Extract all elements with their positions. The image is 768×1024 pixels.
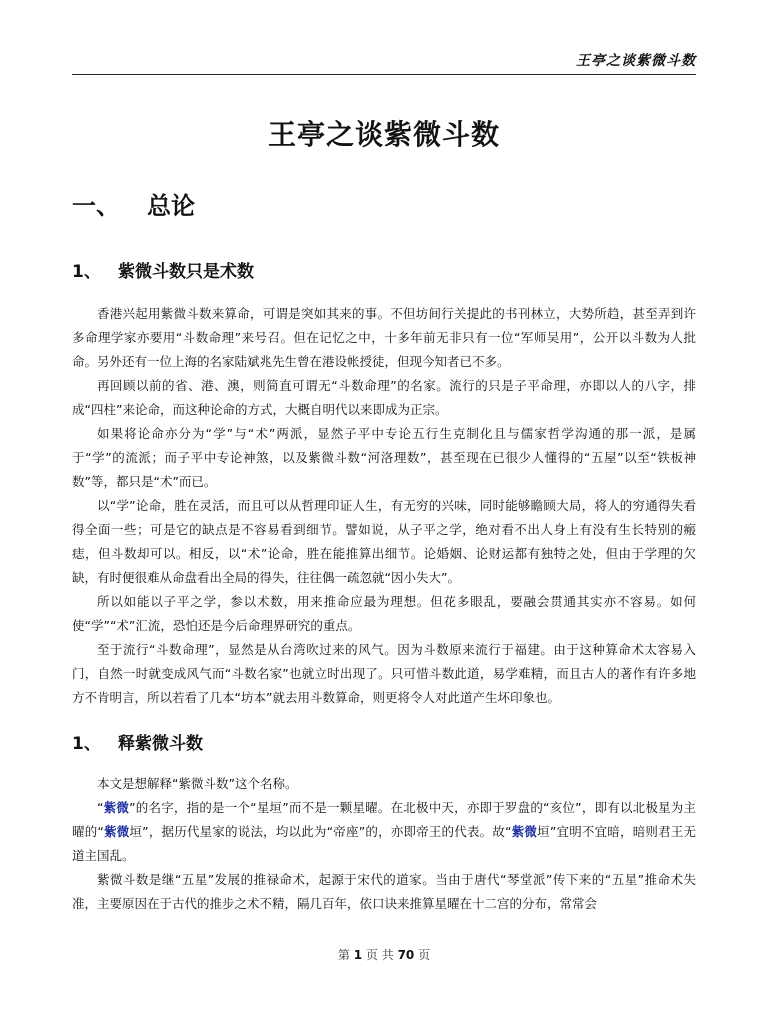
- section-number: 1、: [72, 734, 101, 754]
- running-header: 王亭之谈紫微斗数: [576, 53, 696, 69]
- paragraph: [72, 796, 696, 868]
- section-heading-1: [72, 257, 254, 282]
- highlight-term: 紫微: [103, 800, 130, 815]
- footer-text: 第: [337, 948, 350, 962]
- page-total: 70: [397, 948, 415, 962]
- paragraph: 香港兴起用紫微斗数来算命，可谓是突如其来的事。不但坊间行关提此的书刊林立，大势所趋，甚至弄到许多命理学家亦要用“斗数命理”来号召。但在记忆之中，十多年前无非只有一位“军师吴用”，公开以斗数为人批命。另外还有一位上海的名家陆斌兆先生曾在港设帐授徒，但现今知者已不多。: [72, 306, 696, 369]
- paragraph: 至于流行“斗数命理”，显然是从台湾吹过来的风气。因为斗数原来流行于福建。由于这种算命术太容易入门，自然一时就变成风气而“斗数名家”也就立时出现了。只可惜斗数此道，易学难精，而且古人的著作有许多地方不肯明言，所以若看了几本“坊本”就去用斗数算命，则更将令人对此道产生坏印象也。: [72, 642, 696, 705]
- chapter-number: 一、: [72, 192, 120, 220]
- chapter-title: 总论: [147, 192, 195, 220]
- paragraph: 所以如能以子平之学，参以术数，用来推命应最为理想。但花多眼乱，要融会贯通其实亦不容易。如何使“学”“术”汇流，恐怕还是今后命理界研究的重点。: [72, 594, 696, 633]
- footer-text: 页: [418, 948, 431, 962]
- section-number: 1、: [72, 262, 101, 282]
- paragraph: 再回顾以前的省、港、澳，则简直可谓无“斗数命理”的名家。流行的只是子平命理，亦即以人的八字，排成“四柱”来论命，而这种论命的方式，大概自明代以来即成为正宗。: [72, 378, 696, 417]
- paragraph: 以“学”论命，胜在灵活，而且可以从哲理印证人生，有无穷的兴味，同时能够瞻顾大局，将人的穷通得失看得全面一些；可是它的缺点是不容易看到细节。譬如说，从子平之学，绝对看不出人身上有没有生长特别的瘢痣，但斗数却可以。相反，以“术”论命，胜在能推算出细节。论婚姻、论财运都有独特之处，但由于学理的欠缺，有时便很难从命盘看出全局的得失，往往偶一疏忽就“因小失大”。: [72, 498, 696, 585]
- paragraph: 如果将论命亦分为“学”与“术”两派，显然子平中专论五行生克制化且与儒家哲学沟通的那一派，是属于“学”的流派；而子平中专论神煞，以及紫微斗数“河洛理数”，甚至现在已很少人懂得的“五屋”以至“铁板神数”等，都只是“术”而已。: [72, 426, 696, 489]
- text-run: “: [97, 800, 104, 815]
- document-title: 王亭之谈紫微斗数: [267, 118, 500, 151]
- page-number: 1: [353, 948, 363, 962]
- paragraph: 本文是想解释“紫微斗数”这个名称。: [97, 776, 298, 791]
- highlight-term: 紫微: [103, 824, 130, 839]
- section-title: 紫微斗数只是术数: [118, 262, 254, 282]
- text-run: 垣”宜明不宜暗，暗则君王无道主国乱。: [72, 824, 696, 863]
- page-footer: [0, 946, 768, 963]
- highlight-term: 紫微: [511, 824, 538, 839]
- text-run: 垣”，据历代星家的说法，均以此为“帝座”的，亦即帝王的代表。故“: [129, 824, 512, 839]
- section-1-body: [72, 302, 696, 710]
- chapter-heading: [72, 186, 195, 221]
- section-2-body: [72, 772, 696, 916]
- section-title: 释紫微斗数: [118, 734, 203, 754]
- paragraph: 紫微斗数是继“五星”发展的推禄命术，起源于宋代的道家。当由于唐代“琴堂派”传下来的“五星”推命术失准，主要原因在于古代的推步之术不精，隔几百年，依口诀来推算星曜在十二宫的分布，常常会: [72, 872, 696, 911]
- text-run: ”的名字，指的是一个“星垣”而不是一颗星曜。在北极中天，亦即于罗盘的“亥位”，即有以北极星为主曜的“: [72, 800, 696, 839]
- footer-text: 页 共: [365, 948, 394, 962]
- section-heading-2: [72, 729, 203, 754]
- header-divider: [72, 74, 696, 75]
